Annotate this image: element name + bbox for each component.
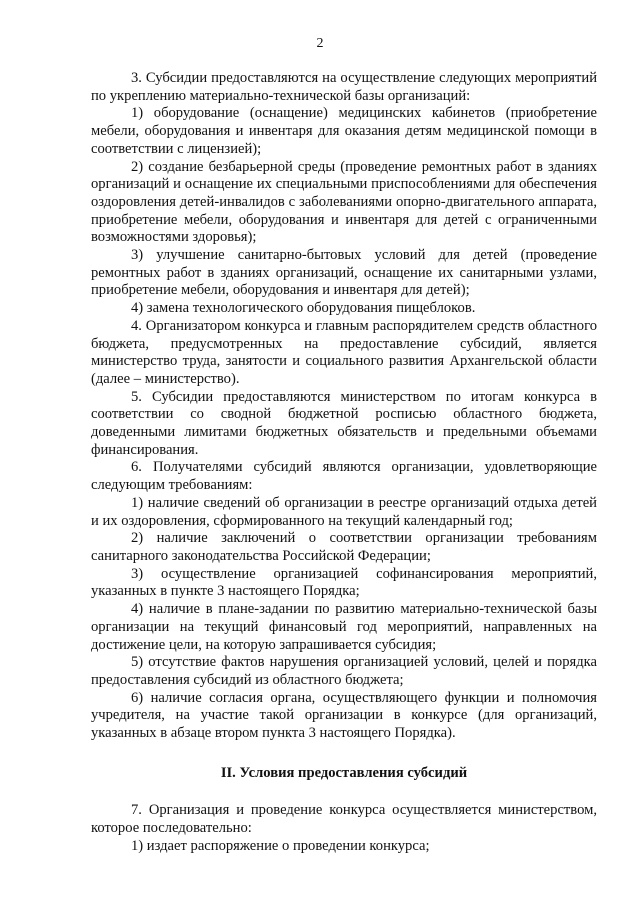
paragraph-6-item-4: 4) наличие в плане-задании по развитию материально-технической базы организации на текущий финансовый год мероприятий, направленных на достижение цели, на которую запрашивается субсидия; xyxy=(91,601,597,653)
paragraph-3-item-2: 2) создание безбарьерной среды (проведение ремонтных работ в зданиях организаций и оснащение их специальными приспособлениями для обеспечения оздоровления детей-инвалидов с заболеваниями опорно-двигательного аппарата, приобретение мебели, оборудования и инвентаря для детей с ограниченными возможностями здоровья); xyxy=(91,158,597,246)
paragraph-3-item-3: 3) улучшение санитарно-бытовых условий для детей (проведение ремонтных работ в зданиях организаций, оснащение их санитарными узлами, приобретение мебели, оборудования и инвентаря для детей); xyxy=(91,247,597,299)
paragraph-7-item-1: 1) издает распоряжение о проведении конкурса; xyxy=(131,837,430,854)
paragraph-6-item-1: 1) наличие сведений об организации в реестре организаций отдыха детей и их оздоровления, сформированного на текущий календарный год; xyxy=(91,494,597,529)
section-heading: II. Условия предоставления субсидий xyxy=(220,764,468,781)
paragraph-3: 3. Субсидии предоставляются на осуществление следующих мероприятий по укреплению материально-технической базы организаций: xyxy=(91,70,597,104)
paragraph-3-item-4: 4) замена технологического оборудования пищеблоков. xyxy=(131,300,476,317)
paragraph-6: 6. Получателями субсидий являются организации, удовлетворяющие следующим требованиям: xyxy=(91,459,597,494)
paragraph-5: 5. Субсидии предоставляются министерством по итогам конкурса в соответствии со сводной бюджетной росписью областного бюджета, доведенными лимитами бюджетных обязательств и предельными объемами финансирования. xyxy=(91,388,597,458)
paragraph-6-item-2: 2) наличие заключений о соответствии организации требованиям санитарного законодательства Российской Федерации; xyxy=(91,530,597,564)
paragraph-6-item-5: 5) отсутствие фактов нарушения организацией условий, целей и порядка предоставления субсидий из областного бюджета; xyxy=(91,654,597,688)
paragraph-6-item-6: 6) наличие согласия органа, осуществляющего функции и полномочия учредителя, на участие такой организации в конкурсе (для организаций, указанных в абзаце втором пункта 3 настоящего Порядка). xyxy=(91,689,597,742)
page-number: 2 xyxy=(316,36,324,51)
paragraph-3-item-1: 1) оборудование (оснащение) медицинских кабинетов (приобретение мебели, оборудования и инвентаря для оказания детям медицинской помощи в соответствии с лицензией); xyxy=(91,105,597,157)
paragraph-4: 4. Организатором конкурса и главным распорядителем средств областного бюджета, предусмотренных на предоставление субсидий, является министерство труда, занятости и социального развития Архангельской области (далее – министерство). xyxy=(91,317,597,387)
document-body xyxy=(91,70,597,856)
paragraph-6-item-3: 3) осуществление организацией софинансирования мероприятий, указанных в пункте 3 настоящего Порядка; xyxy=(91,565,597,600)
paragraph-7: 7. Организация и проведение конкурса осуществляется министерством, которое последовательно: xyxy=(91,802,597,837)
